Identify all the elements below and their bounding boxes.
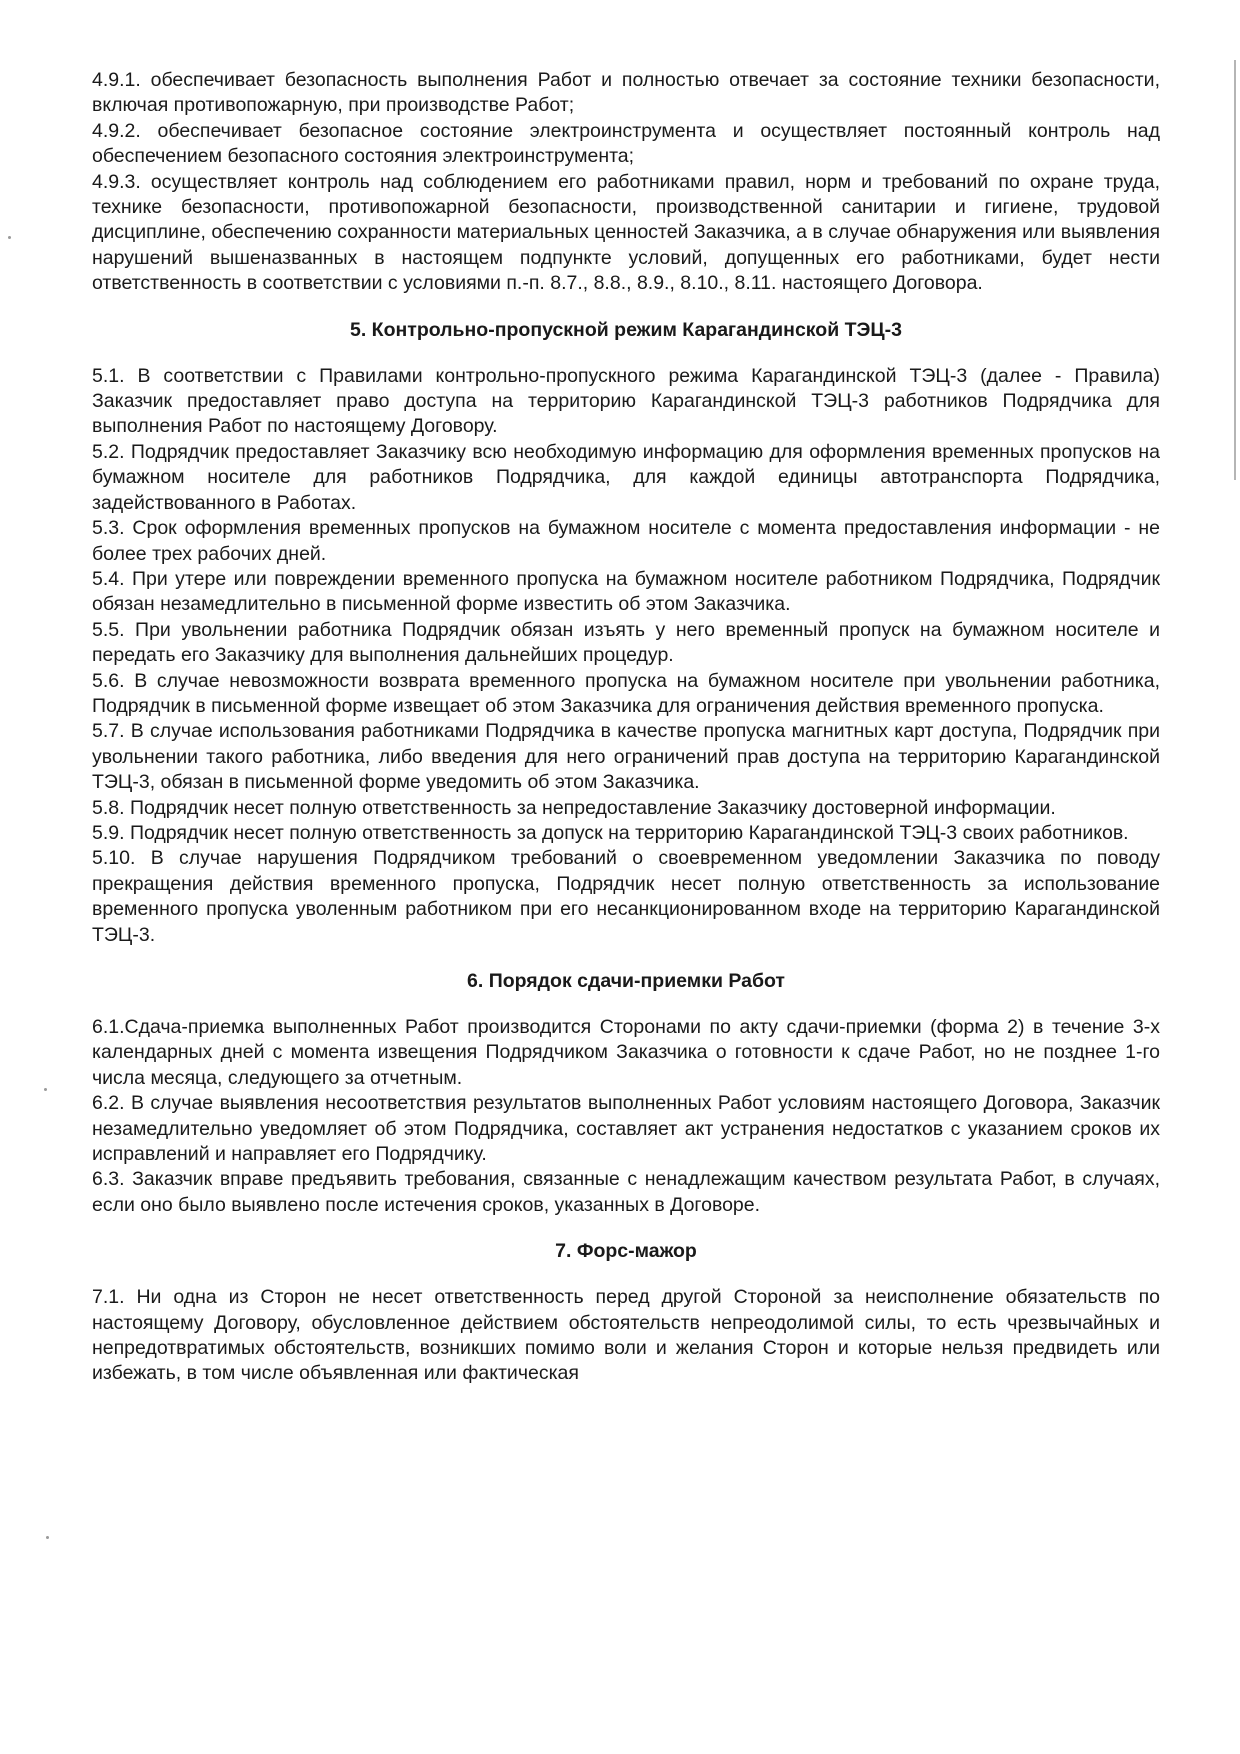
clause-4-9-2: 4.9.2. обеспечивает безопасное состояние электроинструмента и осуществляет постоянный контроль над обеспечением безопасного состояния электроинструмента; [92,119,1160,168]
clause-6-2: 6.2. В случае выявления несоответствия результатов выполненных Работ условиям настоящего Договора, Заказчик незамедлительно уведомляет об этом Подрядчика, составляет акт устранения недостатков с указанием сроков их исправлений и направляет его Подрядчику. [92,1092,1160,1166]
scan-speck [44,1088,47,1091]
clause-5-1: 5.1. В соответствии с Правилами контрольно-пропускного режима Карагандинской ТЭЦ-3 (далее - Правила) Заказчик предоставляет право доступа на территорию Карагандинской ТЭЦ-3 работников Подрядчика для выполнения Работ по настоящему Договору. [92,364,1160,438]
clause-6-1: 6.1.Сдача-приемка выполненных Работ производится Сторонами по акту сдачи-приемки (форма 2) в течение 3-х календарных дней с момента извещения Подрядчиком Заказчика о готовности к сдаче Работ, но не позднее 1-го числа месяца, следующего за отчетным. [92,1016,1160,1089]
clause-4-9-3: 4.9.3. осуществляет контроль над соблюдением его работниками правил, норм и требований по охране труда, технике безопасности, противопожарной безопасности, производственной санитарии и гигиене, трудовой дисциплине, обеспечению сохранности материальных ценностей Заказчика, а в случае обнаружения или выявления нарушений вышеназванных в настоящем подпункте условий, допущенных его работниками, будет нести ответственность в соответствии с условиями п.-п. 8.7., 8.8., 8.9., 8.10., 8.11. настоящего Договора. [92,170,1160,295]
clause-5-7: 5.7. В случае использования работниками Подрядчика в качестве пропуска магнитных карт доступа, Подрядчик при увольнении такого работника, либо введения для него ограничений прав доступа на территорию Карагандинской ТЭЦ-3, обязан в письменной форме уведомить об этом Заказчика. [92,720,1160,794]
scan-speck [8,236,11,239]
document-page [92,68,1160,1387]
clause-5-3: 5.3. Срок оформления временных пропусков на бумажном носителе с момента предоставления информации - не более трех рабочих дней. [92,517,1160,565]
clause-5-2: 5.2. Подрядчик предоставляет Заказчику всю необходимую информацию для оформления временных пропусков на бумажном носителе для работников Подрядчика, для каждой единицы автотранспорта Подрядчика, задействованного в Работах. [92,440,1160,514]
section-6-heading: 6. Порядок сдачи-приемки Работ [467,970,785,992]
section-5-heading: 5. Контрольно-пропускной режим Карагандинской ТЭЦ-3 [350,318,902,341]
clause-5-8: 5.8. Подрядчик несет полную ответственность за непредоставление Заказчику достоверной информации. [92,796,1056,819]
section-7-heading: 7. Форс-мажор [555,1240,697,1263]
scan-edge-line [1234,60,1236,480]
clause-5-9: 5.9. Подрядчик несет полную ответственность за допуск на территорию Карагандинской ТЭЦ-3 своих работников. [92,821,1129,844]
clause-5-4: 5.4. При утере или повреждении временного пропуска на бумажном носителе работником Подрядчика, Подрядчик обязан незамедлительно в письменной форме известить об этом Заказчика. [92,567,1160,616]
clause-4-9-1: 4.9.1. обеспечивает безопасность выполнения Работ и полностью отвечает за состояние техники безопасности, включая противопожарную, при производстве Работ; [92,69,1160,117]
clause-5-10: 5.10. В случае нарушения Подрядчиком требований о своевременном уведомлении Заказчика по поводу прекращения действия временного пропуска, Подрядчик несет полную ответственность за использование временного пропуска уволенным работником при его несанкционированном входе на территорию Карагандинской ТЭЦ-3. [92,847,1160,946]
clause-5-6: 5.6. В случае невозможности возврата временного пропуска на бумажном носителе при увольнении работника, Подрядчик в письменной форме извещает об этом Заказчика для ограничения действия временного пропуска. [92,669,1160,717]
clause-7-1: 7.1. Ни одна из Сторон не несет ответственность перед другой Стороной за неисполнение обязательств по настоящему Договору, обусловленное действием обстоятельств непреодолимой силы, то есть чрезвычайных и непредотвратимых обстоятельств, возникших помимо воли и желания Сторон и которые нельзя предвидеть или избежать, в том числе объявленная или фактическая [92,1286,1160,1385]
scan-speck [46,1536,49,1539]
clause-5-5: 5.5. При увольнении работника Подрядчик обязан изъять у него временный пропуск на бумажном носителе и передать его Заказчику для выполнения дальнейших процедур. [92,618,1160,667]
clause-6-3: 6.3. Заказчик вправе предъявить требования, связанные с ненадлежащим качеством результата Работ, в случаях, если оно было выявлено после истечения сроков, указанных в Договоре. [92,1168,1160,1216]
